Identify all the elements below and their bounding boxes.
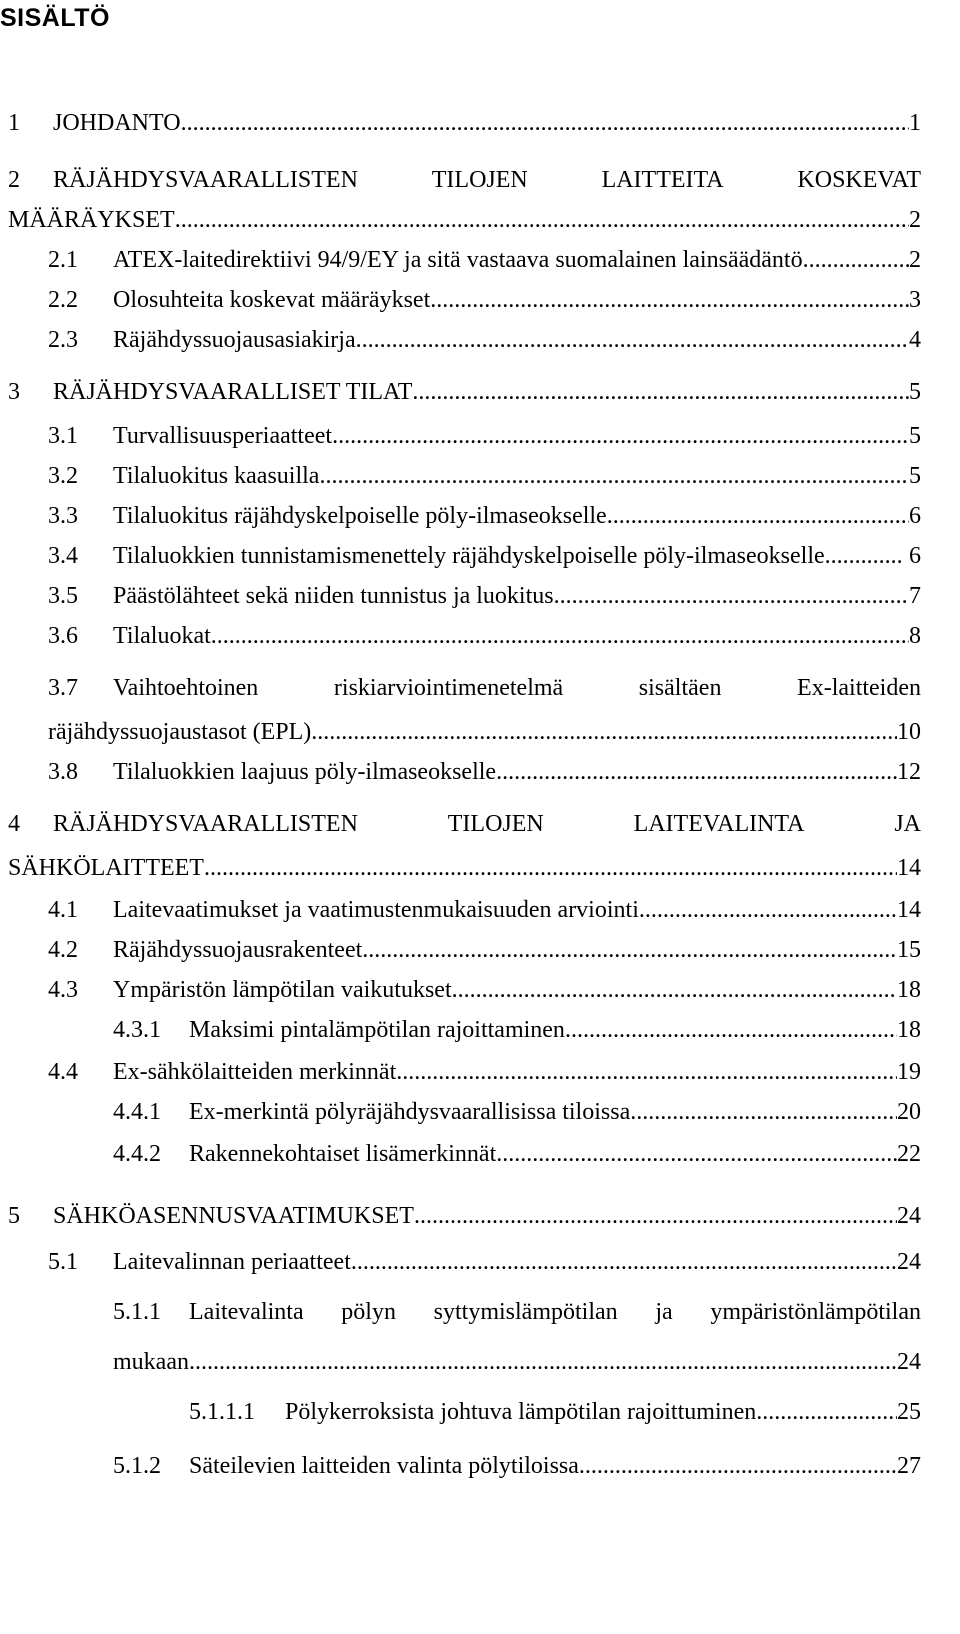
toc-entry-number: 3	[8, 379, 20, 405]
toc-entry[interactable]	[0, 1450, 921, 1482]
toc-entry-leader	[113, 934, 921, 966]
toc-entry-page: 19	[897, 1059, 921, 1085]
toc-entry-page: 7	[909, 583, 921, 609]
toc-entry[interactable]	[0, 1246, 921, 1278]
title-word: riskiarviointimenetelmä	[333, 675, 564, 701]
toc-entry-number: 3.1	[48, 423, 78, 449]
toc-entry-title: Säteilevien laitteiden valinta pölytiloissa	[189, 1453, 579, 1479]
dot-leader	[554, 580, 909, 612]
toc-entry-title: mukaan	[113, 1349, 189, 1375]
toc-entry-page: 24	[897, 1349, 921, 1375]
toc-entry-page: 14	[897, 855, 921, 881]
toc-entry[interactable]	[0, 164, 921, 196]
toc-entry-leader	[113, 1246, 921, 1278]
title-word: Vaihtoehtoinen	[113, 675, 259, 701]
toc-entry-leader	[113, 1056, 921, 1088]
dot-leader	[496, 1138, 897, 1170]
title-word: Laitevalinta	[189, 1299, 304, 1325]
toc-entry-leader	[113, 420, 921, 452]
toc-entry-title: Ex-sähkölaitteiden merkinnät	[113, 1059, 397, 1085]
toc-entry-title: SÄHKÖLAITTEET	[8, 855, 204, 881]
toc-entry[interactable]	[0, 376, 921, 408]
toc-entry-page: 15	[897, 937, 921, 963]
toc-entry-page: 24	[897, 1249, 921, 1275]
toc-entry[interactable]	[0, 1056, 921, 1088]
toc-entry-title: ATEX-laitedirektiivi 94/9/EY ja sitä vastaava suomalainen lainsäädäntö	[113, 247, 803, 273]
toc-entry-number: 2.1	[48, 247, 78, 273]
toc-entry-leader	[53, 376, 921, 408]
toc-entry-page: 5	[909, 379, 921, 405]
toc-entry-number: 5.1.2	[113, 1453, 161, 1479]
toc-entry-leader	[189, 1096, 921, 1128]
dot-leader	[204, 852, 897, 884]
toc-entry-number: 4.1	[48, 897, 78, 923]
toc-entry-leader	[113, 324, 921, 356]
toc-entry-number: 2	[8, 167, 20, 193]
toc-entry[interactable]	[0, 284, 921, 316]
page-title: SISÄLTÖ	[0, 4, 110, 32]
toc-entry[interactable]	[0, 244, 921, 276]
toc-entry-number: 4	[8, 811, 20, 837]
toc-entry-title: Tilaluokkien tunnistamismenettely räjähdyskelpoiselle pöly-ilmaseokselle.	[113, 543, 831, 569]
dot-leader	[211, 620, 909, 652]
toc-entry[interactable]	[0, 808, 921, 840]
dot-leader	[452, 974, 897, 1006]
toc-entry[interactable]	[0, 894, 921, 926]
title-word: LAITEVALINTA	[633, 811, 805, 837]
toc-entry-title: Räjähdyssuojausrakenteet	[113, 937, 363, 963]
toc-entry-title	[113, 672, 921, 704]
toc-entry-number: 5.1.1	[113, 1299, 161, 1325]
title-word: ja	[655, 1299, 673, 1325]
toc-entry-number: 3.6	[48, 623, 78, 649]
title-word: TILOJEN	[431, 167, 528, 193]
dot-leader	[189, 1346, 897, 1378]
dot-leader	[565, 1014, 897, 1046]
title-word: LAITTEITA	[601, 167, 724, 193]
toc-entry-page: 18	[897, 977, 921, 1003]
title-word: JA	[894, 811, 921, 837]
toc-entry-leader	[113, 500, 921, 532]
toc-entry-leader	[189, 1138, 921, 1170]
toc-entry-page: 5	[909, 463, 921, 489]
toc-entry-number: 5.1.1.1	[189, 1399, 255, 1425]
toc-entry-leader	[113, 244, 921, 276]
toc-entry[interactable]	[0, 1014, 921, 1046]
toc-entry-page: 1	[909, 110, 921, 136]
dot-leader	[756, 1396, 897, 1428]
title-word: syttymislämpötilan	[433, 1299, 618, 1325]
title-word: ympäristönlämpötilan	[710, 1299, 921, 1325]
toc-entry-number: 3.5	[48, 583, 78, 609]
toc-entry-page: 25	[897, 1399, 921, 1425]
toc-entry-leader	[48, 716, 921, 748]
toc-entry[interactable]	[0, 107, 921, 139]
title-word: RÄJÄHDYSVAARALLISTEN	[53, 811, 358, 837]
dot-leader	[630, 1096, 897, 1128]
toc-entry-title: MÄÄRÄYKSET	[8, 207, 175, 233]
dot-leader	[362, 934, 897, 966]
toc-entry-leader	[53, 107, 921, 139]
toc-entry-page: 18	[897, 1017, 921, 1043]
dot-leader	[396, 1056, 897, 1088]
toc-entry-title: räjähdyssuojaustasot (EPL)	[48, 719, 312, 745]
dot-leader	[639, 894, 897, 926]
toc-entry-page: 14	[897, 897, 921, 923]
toc-entry-page: 8	[909, 623, 921, 649]
toc-entry-title: Räjähdyssuojausasiakirja	[113, 327, 356, 353]
toc-entry[interactable]	[0, 580, 921, 612]
toc-entry-title: Tilaluokitus kaasuilla	[113, 463, 320, 489]
toc-entry-title: Ympäristön lämpötilan vaikutukset	[113, 977, 452, 1003]
toc-entry[interactable]	[0, 974, 921, 1006]
toc-entry[interactable]	[0, 500, 921, 532]
dot-leader	[332, 420, 909, 452]
toc-entry-number: 4.3.1	[113, 1017, 161, 1043]
toc-entry[interactable]	[0, 1396, 921, 1428]
dot-leader	[356, 324, 909, 356]
toc-entry-title: Turvallisuusperiaatteet	[113, 423, 333, 449]
title-word: TILOJEN	[447, 811, 544, 837]
dot-leader	[414, 1200, 897, 1232]
toc-entry-number: 4.2	[48, 937, 78, 963]
toc-entry-leader	[189, 1450, 921, 1482]
title-word: KOSKEVAT	[797, 167, 921, 193]
toc-entry-title: Laitevalinnan periaatteet	[113, 1249, 351, 1275]
dot-leader	[607, 500, 909, 532]
toc-entry[interactable]	[0, 540, 921, 572]
dot-leader	[579, 1450, 897, 1482]
toc-entry-page: 22	[897, 1141, 921, 1167]
toc-entry-leader	[113, 620, 921, 652]
toc-entry-title: Tilaluokitus räjähdyskelpoiselle pöly-ilmaseokselle	[113, 503, 607, 529]
toc-entry[interactable]	[0, 324, 921, 356]
toc-entry-leader	[285, 1396, 921, 1428]
toc-entry[interactable]	[0, 460, 921, 492]
toc-entry[interactable]	[0, 420, 921, 452]
toc-entry-page: 10	[897, 719, 921, 745]
toc-entry-page: 20	[897, 1099, 921, 1125]
toc-entry-leader	[113, 1346, 921, 1378]
toc-entry-title: Ex-merkintä pölyräjähdysvaarallisissa tiloissa	[189, 1099, 631, 1125]
dot-leader	[430, 284, 909, 316]
toc-entry-leader	[8, 852, 921, 884]
toc-entry-page: 6	[909, 543, 921, 569]
toc-entry-title: SÄHKÖASENNUSVAATIMUKSET	[53, 1203, 414, 1229]
toc-entry-page: 27	[897, 1453, 921, 1479]
toc-entry-number: 3.8	[48, 759, 78, 785]
toc-entry-page: 2	[909, 207, 921, 233]
dot-leader	[496, 756, 897, 788]
toc-entry-title	[53, 808, 921, 840]
toc-entry-title: Maksimi pintalämpötilan rajoittaminen	[189, 1017, 565, 1043]
dot-leader	[175, 204, 909, 236]
toc-entry-number: 4.3	[48, 977, 78, 1003]
dot-leader	[311, 716, 897, 748]
dot-leader	[319, 460, 909, 492]
toc-entry-leader	[113, 540, 921, 572]
toc-entry-number: 3.2	[48, 463, 78, 489]
toc-entry-page: 24	[897, 1203, 921, 1229]
toc-entry-page: 3	[909, 287, 921, 313]
toc-entry-page: 2	[909, 247, 921, 273]
toc-entry-leader	[113, 580, 921, 612]
toc-entry-continuation[interactable]	[0, 716, 921, 748]
toc-entry-leader	[113, 974, 921, 1006]
toc-entry-title	[189, 1296, 921, 1328]
toc-entry-leader	[8, 204, 921, 236]
dot-leader	[831, 540, 903, 572]
toc-entry-number: 5	[8, 1203, 20, 1229]
toc-entry-title: RÄJÄHDYSVAARALLISET TILAT	[53, 379, 413, 405]
toc-entry-continuation[interactable]	[0, 1346, 921, 1378]
toc-entry[interactable]	[0, 934, 921, 966]
toc-entry-leader	[113, 756, 921, 788]
toc-entry-number: 3.4	[48, 543, 78, 569]
toc-entry[interactable]	[0, 672, 921, 704]
toc-entry-title: Rakennekohtaiset lisämerkinnät	[189, 1141, 497, 1167]
toc-entry-number: 5.1	[48, 1249, 78, 1275]
toc-entry[interactable]	[0, 1096, 921, 1128]
toc-entry[interactable]	[0, 1200, 921, 1232]
toc-entry-title: Olosuhteita koskevat määräykset	[113, 287, 431, 313]
toc-entry-page: 5	[909, 423, 921, 449]
toc-entry-number: 1	[8, 110, 20, 136]
toc-entry-continuation[interactable]	[0, 204, 921, 236]
title-word: sisältäen	[638, 675, 722, 701]
toc-entry-title	[53, 164, 921, 196]
toc-entry-leader	[113, 284, 921, 316]
toc-entry-title: Tilaluokat	[113, 623, 211, 649]
dot-leader	[803, 244, 909, 276]
toc-entry-title: Pölykerroksista johtuva lämpötilan rajoittuminen	[285, 1399, 757, 1425]
toc-entry[interactable]	[0, 1296, 921, 1328]
toc-entry-number: 4.4.2	[113, 1141, 161, 1167]
title-word: RÄJÄHDYSVAARALLISTEN	[53, 167, 358, 193]
toc-entry-page: 4	[909, 327, 921, 353]
toc-entry-leader	[189, 1014, 921, 1046]
toc-entry-number: 2.3	[48, 327, 78, 353]
toc-entry-leader	[53, 1200, 921, 1232]
title-word: Ex-laitteiden	[797, 675, 921, 701]
toc-entry[interactable]	[0, 1138, 921, 1170]
toc-entry-number: 4.4	[48, 1059, 78, 1085]
title-word: pölyn	[341, 1299, 396, 1325]
toc-entry[interactable]	[0, 756, 921, 788]
toc-entry-leader	[113, 460, 921, 492]
toc-entry[interactable]	[0, 620, 921, 652]
toc-entry-page: 6	[909, 503, 921, 529]
toc-entry-number: 2.2	[48, 287, 78, 313]
toc-entry-number: 4.4.1	[113, 1099, 161, 1125]
toc-entry-number: 3.3	[48, 503, 78, 529]
dot-leader	[351, 1246, 897, 1278]
toc-entry-leader	[113, 894, 921, 926]
toc-entry-title: Tilaluokkien laajuus pöly-ilmaseokselle	[113, 759, 497, 785]
dot-leader	[181, 107, 909, 139]
toc-entry-title: Päästölähteet sekä niiden tunnistus ja luokitus	[113, 583, 554, 609]
dot-leader	[412, 376, 909, 408]
toc-entry-number: 3.7	[48, 675, 78, 701]
toc-entry-title: JOHDANTO	[53, 110, 181, 136]
toc-entry-continuation[interactable]	[0, 852, 921, 884]
toc-entry-title: Laitevaatimukset ja vaatimustenmukaisuuden arviointi	[113, 897, 639, 923]
toc-entry-page: 12	[897, 759, 921, 785]
